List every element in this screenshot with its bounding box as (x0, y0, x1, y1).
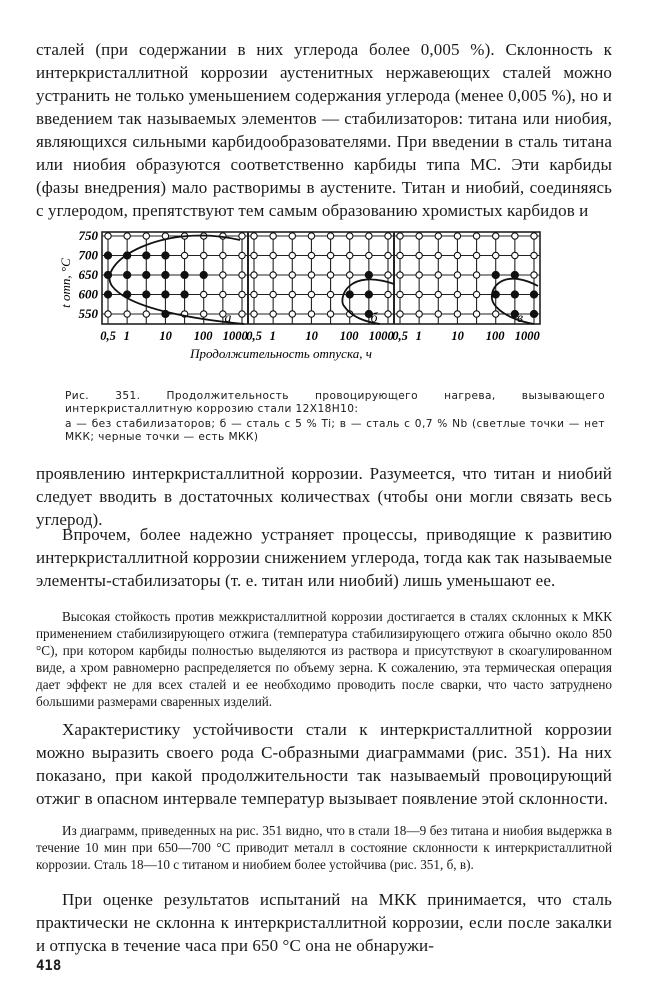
data-point-open (327, 291, 333, 297)
data-point-open (347, 233, 353, 239)
data-point-open (385, 252, 391, 258)
data-point-filled (346, 291, 353, 298)
data-point-open (473, 291, 479, 297)
data-point-filled (124, 271, 131, 278)
data-point-open (416, 252, 422, 258)
x-tick-label: 0,5 (100, 329, 116, 343)
page-number: 418 (36, 958, 62, 974)
data-point-open (124, 233, 130, 239)
data-point-open (397, 252, 403, 258)
data-point-open (385, 291, 391, 297)
data-point-open (220, 252, 226, 258)
data-point-open (308, 291, 314, 297)
data-point-open (493, 233, 499, 239)
x-tick-label: 0,5 (392, 329, 408, 343)
x-tick-label: 1000 (368, 329, 394, 343)
data-point-open (327, 311, 333, 317)
data-point-open (201, 291, 207, 297)
data-point-filled (365, 291, 372, 298)
data-point-open (270, 311, 276, 317)
data-point-open (308, 252, 314, 258)
x-tick-label: 1000 (222, 329, 248, 343)
data-point-open (512, 252, 518, 258)
x-tick-label: 0,5 (246, 329, 262, 343)
x-tick-label: 100 (485, 329, 505, 343)
data-point-filled (530, 310, 537, 317)
panel-label: а (224, 311, 232, 326)
data-point-open (220, 272, 226, 278)
y-axis-label: t отп, °С (58, 258, 73, 308)
data-point-filled (200, 271, 207, 278)
data-point-open (239, 291, 245, 297)
data-point-open (531, 272, 537, 278)
c-diagram-chart (60, 228, 600, 378)
data-point-filled (162, 252, 169, 259)
data-point-open (397, 233, 403, 239)
data-point-open (435, 311, 441, 317)
data-point-open (289, 233, 295, 239)
data-point-open (105, 311, 111, 317)
data-point-open (493, 252, 499, 258)
x-tick-label: 100 (339, 329, 359, 343)
data-point-open (347, 272, 353, 278)
data-point-open (289, 311, 295, 317)
data-point-open (454, 252, 460, 258)
data-point-open (366, 233, 372, 239)
data-point-filled (365, 271, 372, 278)
data-point-open (366, 252, 372, 258)
data-point-open (416, 233, 422, 239)
data-point-filled (530, 291, 537, 298)
x-tick-label: 10 (451, 329, 464, 343)
data-point-open (397, 272, 403, 278)
x-tick-label: 100 (193, 329, 213, 343)
data-point-open (270, 272, 276, 278)
data-point-open (308, 311, 314, 317)
x-tick-label: 1 (269, 329, 276, 343)
y-tick-label: 750 (78, 228, 98, 243)
data-point-open (124, 311, 130, 317)
data-point-open (454, 311, 460, 317)
paragraph-4-small: Высокая стойкость против межкристаллитной коррозии достигается в сталях склонных к МКК применением стабилизирующего отжига (температура стабилизирующего отжига обычно около 850 °С), при котором карбиды полностью выделяются из раствора и присутствуют в скоагулированном виде, а хром равномерно распределяется по объему зерна. К сожалению, эта термическая операция дает эффект не для всех сталей и ее необходимо проводить после сварки, что часто затруднено большими размерами сваренных изделий. (36, 609, 612, 709)
data-point-open (201, 252, 207, 258)
data-point-open (251, 291, 257, 297)
data-point-open (327, 252, 333, 258)
data-point-open (327, 233, 333, 239)
data-point-filled (181, 271, 188, 278)
data-point-open (416, 272, 422, 278)
figure-351 (60, 228, 600, 378)
data-point-filled (143, 252, 150, 259)
data-point-open (385, 272, 391, 278)
data-point-open (327, 272, 333, 278)
data-point-open (397, 311, 403, 317)
data-point-filled (104, 291, 111, 298)
data-point-open (201, 311, 207, 317)
paragraph-2: проявлению интеркристаллитной коррозии. Разумеется, что титан и ниобий следует вводить в достаточных количествах (чтобы они могли связать весь углерод). (36, 464, 612, 529)
data-point-open (454, 233, 460, 239)
panel-label: б (370, 311, 378, 326)
x-tick-label: 1 (123, 329, 130, 343)
data-point-open (239, 252, 245, 258)
data-point-open (270, 291, 276, 297)
data-point-filled (143, 271, 150, 278)
data-point-open (308, 272, 314, 278)
data-point-open (397, 291, 403, 297)
y-tick-label: 550 (78, 306, 98, 321)
x-tick-label: 1000 (514, 329, 540, 343)
data-point-open (347, 252, 353, 258)
data-point-open (220, 291, 226, 297)
data-point-open (270, 233, 276, 239)
data-point-open (435, 291, 441, 297)
data-point-open (512, 233, 518, 239)
x-tick-label: 10 (159, 329, 172, 343)
paragraph-3: Впрочем, более надежно устраняет процессы, приводящие к развитию интеркристаллитной коррозии снижением углерода, тогда как так называемые элементы-стабилизаторы (т. е. титан или ниобий) лишь уменьшают ее. (36, 525, 612, 590)
data-point-open (143, 311, 149, 317)
data-point-open (531, 252, 537, 258)
paragraph-5: Характеристику устойчивости стали к интеркристаллитной коррозии можно выразить своего рода С-образными диаграммами (рис. 351). На них показано, при какой продолжительности так называемый провоцирующий отжиг в опасном интервале температур вызывает появление этой склонности. (36, 720, 612, 808)
figure-caption-title: Рис. 351. Продолжительность провоцирующего нагрева, вызывающего интеркристаллитную коррозию стали 12Х18Н10: (65, 390, 605, 415)
paragraph-6-small: Из диаграмм, приведенных на рис. 351 видно, что в стали 18—9 без титана и ниобия выдержка в течение 10 мин при 650—700 °С приводит металл в состояние склонности к интеркристаллитной коррозии. Сталь 18—10 с титаном и ниобием более устойчива (рис. 351, б, в). (36, 823, 612, 872)
data-point-open (289, 252, 295, 258)
data-point-open (416, 311, 422, 317)
data-point-filled (162, 291, 169, 298)
data-point-open (239, 311, 245, 317)
data-point-open (493, 311, 499, 317)
data-point-open (105, 233, 111, 239)
data-point-open (454, 272, 460, 278)
data-point-open (251, 233, 257, 239)
data-point-open (473, 311, 479, 317)
data-point-open (251, 252, 257, 258)
data-point-open (239, 272, 245, 278)
data-point-filled (181, 291, 188, 298)
data-point-open (289, 272, 295, 278)
y-tick-label: 700 (78, 247, 98, 263)
data-point-open (435, 233, 441, 239)
data-point-open (473, 252, 479, 258)
data-point-open (435, 252, 441, 258)
data-point-open (473, 233, 479, 239)
panel-label: в (516, 311, 524, 326)
data-point-open (308, 233, 314, 239)
paragraph-intro: сталей (при содержании в них углерода более 0,005 %). Склонность к интеркристаллитной коррозии аустенитных нержавеющих сталей можно устранить не только уменьшением содержания углерода (менее 0,005 %), но и введением так называемых элементов — стабилизаторов: титана или ниобия, являющихся сильными карбидообразователями. При введении в сталь титана или ниобия образуются соответственно карбиды типа МС. Эти карбиды (фазы внедрения) мало растворимы в аустените. Титан и ниобий, соединяясь с углеродом, препятствуют тем самым образованию хромистых карбидов и (36, 40, 612, 220)
data-point-open (435, 272, 441, 278)
data-point-open (289, 291, 295, 297)
data-point-filled (162, 271, 169, 278)
x-tick-label: 10 (305, 329, 318, 343)
data-point-filled (104, 252, 111, 259)
data-point-open (181, 252, 187, 258)
data-point-open (416, 291, 422, 297)
x-axis-label: Продолжительность отпуска, ч (190, 346, 372, 361)
data-point-filled (511, 291, 518, 298)
data-point-open (143, 233, 149, 239)
figure-caption-legend: а — без стабилизаторов; б — сталь с 5 % Ti; в — сталь с 0,7 % Nb (светлые точки — нет МКК; черные точки — есть МКК) (65, 418, 605, 443)
data-point-filled (492, 271, 499, 278)
data-point-open (385, 311, 391, 317)
data-point-filled (511, 271, 518, 278)
data-point-open (531, 233, 537, 239)
data-point-open (239, 233, 245, 239)
data-point-open (473, 272, 479, 278)
data-point-open (454, 291, 460, 297)
data-point-open (251, 272, 257, 278)
y-tick-label: 650 (78, 267, 98, 282)
x-tick-label: 1 (415, 329, 422, 343)
data-point-open (270, 252, 276, 258)
data-point-open (385, 233, 391, 239)
paragraph-7: При оценке результатов испытаний на МКК принимается, что сталь практически не склонна к интеркристаллитной коррозии, если после закалки и отпуска в течение часа при 650 °С она не обнаружи- (36, 890, 612, 955)
data-point-open (251, 311, 257, 317)
data-point-filled (143, 291, 150, 298)
y-tick-label: 600 (78, 286, 98, 302)
